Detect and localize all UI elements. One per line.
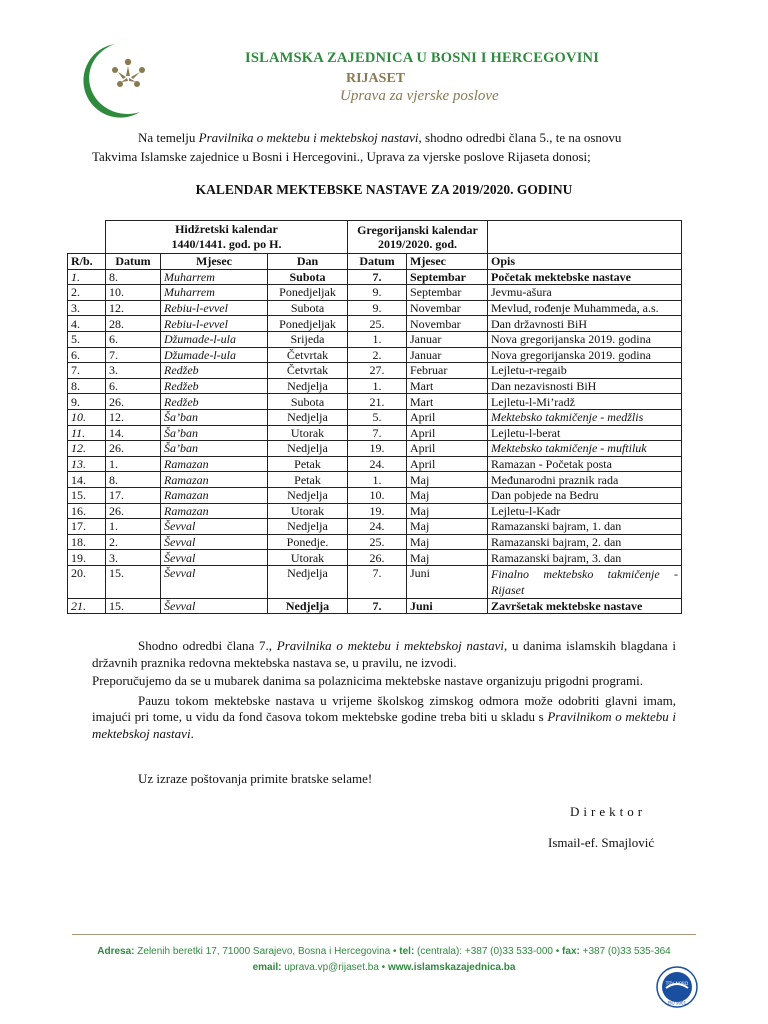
cell-m2: Maj bbox=[407, 534, 488, 550]
cell-opis: Dan državnosti BiH bbox=[488, 316, 682, 332]
cell-rb: 11. bbox=[68, 425, 106, 441]
cell-d2: 7. bbox=[348, 425, 407, 441]
cell-d2: 1. bbox=[348, 472, 407, 488]
cell-m2: Maj bbox=[407, 519, 488, 535]
cell-m1: Ramazan bbox=[161, 487, 268, 503]
cell-rb: 6. bbox=[68, 347, 106, 363]
cell-dan: Četvrtak bbox=[268, 363, 348, 379]
col-mjesec-hijri: Mjesec bbox=[161, 254, 268, 270]
col-datum-greg: Datum bbox=[348, 254, 407, 270]
body-text bbox=[92, 638, 676, 742]
intro-pravilnik: Pravilnika o mektebu i mektebskoj nastavi bbox=[198, 130, 419, 145]
cell-m1: Ševval bbox=[161, 534, 268, 550]
cell-m1: Ša’ban bbox=[161, 409, 268, 425]
cell-d1: 28. bbox=[106, 316, 161, 332]
cell-dan: Nedjelja bbox=[268, 441, 348, 457]
col-opis: Opis bbox=[488, 254, 682, 270]
cell-m1: Redžeb bbox=[161, 394, 268, 410]
cell-opis: Mektebsko takmičenje - medžlis bbox=[488, 409, 682, 425]
org-header bbox=[245, 50, 605, 105]
cell-m2: Maj bbox=[407, 503, 488, 519]
cell-d2: 24. bbox=[348, 456, 407, 472]
cell-d1: 12. bbox=[106, 300, 161, 316]
cell-rb: 15. bbox=[68, 487, 106, 503]
table-row bbox=[68, 456, 682, 472]
org-subtitle: RIJASET bbox=[346, 71, 406, 86]
cell-dan: Ponedjeljak bbox=[268, 285, 348, 301]
cell-m1: Muharrem bbox=[161, 269, 268, 285]
cell-opis-line1: Finalno mektebsko takmičenje - bbox=[491, 566, 678, 581]
cell-m1: Rebiu-l-evvel bbox=[161, 316, 268, 332]
cell-d1: 15. bbox=[106, 598, 161, 614]
cell-dan: Nedjelja bbox=[268, 598, 348, 614]
cell-m2: Maj bbox=[407, 487, 488, 503]
cell-opis: Ramazanski bajram, 2. dan bbox=[488, 534, 682, 550]
cell-m2: Novembar bbox=[407, 316, 488, 332]
cell-d1: 12. bbox=[106, 409, 161, 425]
cell-opis: Dan pobjede na Bedru bbox=[488, 487, 682, 503]
cell-rb: 2. bbox=[68, 285, 106, 301]
cell-rb: 9. bbox=[68, 394, 106, 410]
cell-m1: Ševval bbox=[161, 598, 268, 614]
table-row bbox=[68, 269, 682, 285]
cell-rb: 14. bbox=[68, 472, 106, 488]
cell-opis: Jevmu-ašura bbox=[488, 285, 682, 301]
cell-m1: Ša’ban bbox=[161, 441, 268, 457]
org-name: ISLAMSKA ZAJEDNICA U BOSNI I HERCEGOVINI bbox=[245, 50, 600, 66]
cell-d2: 9. bbox=[348, 300, 407, 316]
cell-m2: April bbox=[407, 425, 488, 441]
cell-dan: Četvrtak bbox=[268, 347, 348, 363]
table-row bbox=[68, 519, 682, 535]
cell-opis: Ramazanski bajram, 3. dan bbox=[488, 550, 682, 566]
table-row bbox=[68, 598, 682, 614]
closing-greeting: Uz izraze poštovanja primite bratske selame! bbox=[138, 771, 373, 786]
cell-dan: Ponedje. bbox=[268, 534, 348, 550]
cell-opis: Dan nezavisnosti BiH bbox=[488, 378, 682, 394]
cell-rb: 13. bbox=[68, 456, 106, 472]
cell-m1: Ramazan bbox=[161, 472, 268, 488]
table-row bbox=[68, 534, 682, 550]
intro-text: Na temelju bbox=[138, 130, 199, 145]
table-row bbox=[68, 409, 682, 425]
hijri-group-header: Hidžretski kalendar 1440/1441. god. po H. bbox=[106, 221, 348, 254]
cell-dan: Nedjelja bbox=[268, 519, 348, 535]
cell-d1: 7. bbox=[106, 347, 161, 363]
table-row bbox=[68, 441, 682, 457]
col-datum-hijri: Datum bbox=[106, 254, 161, 270]
cell-d1: 6. bbox=[106, 378, 161, 394]
cell-m2: April bbox=[407, 456, 488, 472]
cell-opis: Ramazan - Početak posta bbox=[488, 456, 682, 472]
cell-m1: Redžeb bbox=[161, 378, 268, 394]
body-paragraph-2: Preporučujemo da se u mubarek danima sa polaznicima mektebske nastave organizuju prigodni programi. bbox=[92, 673, 644, 688]
cell-d2: 26. bbox=[348, 550, 407, 566]
cell-d2: 19. bbox=[348, 441, 407, 457]
cell-m2: Juni bbox=[407, 565, 488, 598]
table-row bbox=[68, 378, 682, 394]
footer-contact: email: uprava.vp@rijaset.ba • www.islamskazajednica.ba bbox=[252, 962, 516, 973]
cell-opis: Početak mektebske nastave bbox=[488, 269, 682, 285]
table-row bbox=[68, 472, 682, 488]
calendar-table bbox=[67, 220, 682, 614]
cell-rb: 8. bbox=[68, 378, 106, 394]
cell-d1: 8. bbox=[106, 269, 161, 285]
cell-d2: 1. bbox=[348, 378, 407, 394]
intro-paragraph bbox=[92, 128, 668, 166]
table-group-header bbox=[68, 221, 682, 254]
cell-m1: Ševval bbox=[161, 519, 268, 535]
cell-dan: Subota bbox=[268, 300, 348, 316]
cell-dan: Petak bbox=[268, 456, 348, 472]
cell-m2: Maj bbox=[407, 472, 488, 488]
cell-d2: 19. bbox=[348, 503, 407, 519]
org-department: Uprava za vjerske poslove bbox=[340, 88, 499, 104]
cell-m2: Januar bbox=[407, 331, 488, 347]
cell-opis: Završetak mektebske nastave bbox=[488, 598, 682, 614]
cell-rb: 18. bbox=[68, 534, 106, 550]
cell-d2: 7. bbox=[348, 598, 407, 614]
cell-rb: 17. bbox=[68, 519, 106, 535]
cell-d2: 7. bbox=[348, 565, 407, 598]
cell-rb: 7. bbox=[68, 363, 106, 379]
table-row bbox=[68, 363, 682, 379]
cell-opis: Lejletu-l-Mi’radž bbox=[488, 394, 682, 410]
cell-rb: 12. bbox=[68, 441, 106, 457]
cell-opis: Lejletu-r-regaib bbox=[488, 363, 682, 379]
cell-d2: 9. bbox=[348, 285, 407, 301]
cell-m2: Mart bbox=[407, 394, 488, 410]
cell-d1: 26. bbox=[106, 394, 161, 410]
cell-dan: Subota bbox=[268, 269, 348, 285]
table-column-header bbox=[68, 254, 682, 270]
footer-address: Adresa: Zelenih beretki 17, 71000 Sarajevo, Bosna i Hercegovina • tel: (centrala): +387 (0)33 533-000 • fax: +387 (0)33 535-364 bbox=[97, 946, 671, 957]
cell-m2: Mart bbox=[407, 378, 488, 394]
cell-dan: Utorak bbox=[268, 550, 348, 566]
cell-m2: Maj bbox=[407, 550, 488, 566]
cell-rb: 21. bbox=[68, 598, 106, 614]
cell-d1: 8. bbox=[106, 472, 161, 488]
cell-rb: 4. bbox=[68, 316, 106, 332]
cell-rb: 10. bbox=[68, 409, 106, 425]
cell-d1: 2. bbox=[106, 534, 161, 550]
cell-m1: Muharrem bbox=[161, 285, 268, 301]
cell-m2: Januar bbox=[407, 347, 488, 363]
body-paragraph-1: Shodno odredbi člana 7., Pravilnika o mektebu i mektebskoj nastavi, u danima islamskih blagdana i državnih praznika redovna mektebska nastava se, u pravilu, ne izvodi. bbox=[92, 638, 676, 670]
table-row bbox=[68, 347, 682, 363]
cell-dan: Utorak bbox=[268, 425, 348, 441]
table-row bbox=[68, 285, 682, 301]
cell-rb: 5. bbox=[68, 331, 106, 347]
cell-dan: Subota bbox=[268, 394, 348, 410]
cell-opis: Nova gregorijanska 2019. godina bbox=[488, 347, 682, 363]
col-dan: Dan bbox=[268, 254, 348, 270]
cell-rb: 16. bbox=[68, 503, 106, 519]
cell-d2: 1. bbox=[348, 331, 407, 347]
cell-m1: Ša’ban bbox=[161, 425, 268, 441]
cell-opis: Lejletu-l-berat bbox=[488, 425, 682, 441]
footer-divider bbox=[72, 934, 696, 935]
cell-m1: Ševval bbox=[161, 550, 268, 566]
certification-badge-icon bbox=[656, 966, 698, 1008]
table-row bbox=[68, 300, 682, 316]
cell-m1: Redžeb bbox=[161, 363, 268, 379]
cell-d1: 10. bbox=[106, 285, 161, 301]
cell-opis: Nova gregorijanska 2019. godina bbox=[488, 331, 682, 347]
cell-rb: 19. bbox=[68, 550, 106, 566]
cell-d1: 14. bbox=[106, 425, 161, 441]
cell-m2: Juni bbox=[407, 598, 488, 614]
cell-d2: 7. bbox=[348, 269, 407, 285]
gregorian-group-header: Gregorijanski kalendar 2019/2020. god. bbox=[348, 221, 488, 254]
cell-d2: 10. bbox=[348, 487, 407, 503]
cell-rb: 1. bbox=[68, 269, 106, 285]
table-row bbox=[68, 550, 682, 566]
cell-opis: Mektebsko takmičenje - muftiluk bbox=[488, 441, 682, 457]
cell-d1: 3. bbox=[106, 363, 161, 379]
table-row bbox=[68, 394, 682, 410]
cell-rb: 3. bbox=[68, 300, 106, 316]
cell-d1: 3. bbox=[106, 550, 161, 566]
crescent-star-logo bbox=[70, 40, 160, 118]
cell-m2: April bbox=[407, 441, 488, 457]
cell-dan: Nedjelja bbox=[268, 378, 348, 394]
cell-opis: Mevlud, rođenje Muhammeda, a.s. bbox=[488, 300, 682, 316]
table-row bbox=[68, 487, 682, 503]
cell-dan: Nedjelja bbox=[268, 409, 348, 425]
cell-dan: Ponedjeljak bbox=[268, 316, 348, 332]
cell-d1: 1. bbox=[106, 456, 161, 472]
cell-dan: Petak bbox=[268, 472, 348, 488]
cell-m2: April bbox=[407, 409, 488, 425]
cell-m2: Februar bbox=[407, 363, 488, 379]
cell-d1: 26. bbox=[106, 503, 161, 519]
table-row bbox=[68, 316, 682, 332]
table-body bbox=[68, 269, 682, 614]
document-title: KALENDAR MEKTEBSKE NASTAVE ZA 2019/2020. GODINU bbox=[195, 182, 573, 197]
table-row bbox=[68, 331, 682, 347]
cell-m1: Ramazan bbox=[161, 503, 268, 519]
cell-m1: Džumade-l-ula bbox=[161, 331, 268, 347]
cell-dan: Nedjelja bbox=[268, 565, 348, 598]
cell-d2: 27. bbox=[348, 363, 407, 379]
star-icon bbox=[112, 59, 145, 87]
cell-d2: 21. bbox=[348, 394, 407, 410]
badge-line2: ISO 9001 bbox=[667, 1000, 687, 1006]
cell-d2: 25. bbox=[348, 316, 407, 332]
cell-m2: Novembar bbox=[407, 300, 488, 316]
cell-dan: Nedjelja bbox=[268, 487, 348, 503]
cell-opis: Lejletu-l-Kadr bbox=[488, 503, 682, 519]
col-mjesec-greg: Mjesec bbox=[407, 254, 488, 270]
cell-d1: 1. bbox=[106, 519, 161, 535]
cell-m1: Džumade-l-ula bbox=[161, 347, 268, 363]
director-title: Direktor bbox=[570, 804, 647, 819]
cell-d2: 25. bbox=[348, 534, 407, 550]
email-link[interactable]: uprava.vp@rijaset.ba • bbox=[281, 962, 388, 973]
cell-m1: Ševval bbox=[161, 565, 268, 598]
cell-rb: 20. bbox=[68, 565, 106, 598]
body-paragraph-3: Pauzu tokom mektebske nastava u vrijeme školskog zimskog odmora može odobriti glavni imam, imajući pri tome, u vidu da fond časova tokom mektebske godine treba biti u skladu s Pravilnikom o mektebu i mektebskoj nastavi. bbox=[92, 692, 676, 741]
cell-m1: Rebiu-l-evvel bbox=[161, 300, 268, 316]
cell-d1: 17. bbox=[106, 487, 161, 503]
cell-d2: 24. bbox=[348, 519, 407, 535]
cell-d1: 26. bbox=[106, 441, 161, 457]
cell-m2: Septembar bbox=[407, 285, 488, 301]
badge-line1: TÜV NORD bbox=[665, 981, 689, 986]
cell-d1: 15. bbox=[106, 565, 161, 598]
cell-m1: Ramazan bbox=[161, 456, 268, 472]
cell-d1: 6. bbox=[106, 331, 161, 347]
cell-dan: Srijeda bbox=[268, 331, 348, 347]
cell-opis-line2: Rijaset bbox=[491, 582, 525, 597]
cell-dan: Utorak bbox=[268, 503, 348, 519]
table-row bbox=[68, 503, 682, 519]
col-rb: R/b. bbox=[68, 254, 106, 270]
cell-d2: 5. bbox=[348, 409, 407, 425]
table-row bbox=[68, 425, 682, 441]
cell-opis: Međunarodni praznik rada bbox=[488, 472, 682, 488]
table-row bbox=[68, 565, 682, 598]
intro-text-cont: , shodno odredbi člana 5., te na osnovu Takvima Islamske zajednice u Bosni i Hercegovini., Uprava za vjerske poslove Rijaseta donosi; bbox=[92, 130, 622, 164]
signature-name: Ismail-ef. Smajlović bbox=[548, 835, 655, 850]
website-link[interactable]: www.islamskazajednica.ba bbox=[387, 962, 516, 973]
cell-d2: 2. bbox=[348, 347, 407, 363]
cell-opis: Ramazanski bajram, 1. dan bbox=[488, 519, 682, 535]
cell-opis bbox=[488, 565, 682, 598]
cell-m2: Septembar bbox=[407, 269, 488, 285]
